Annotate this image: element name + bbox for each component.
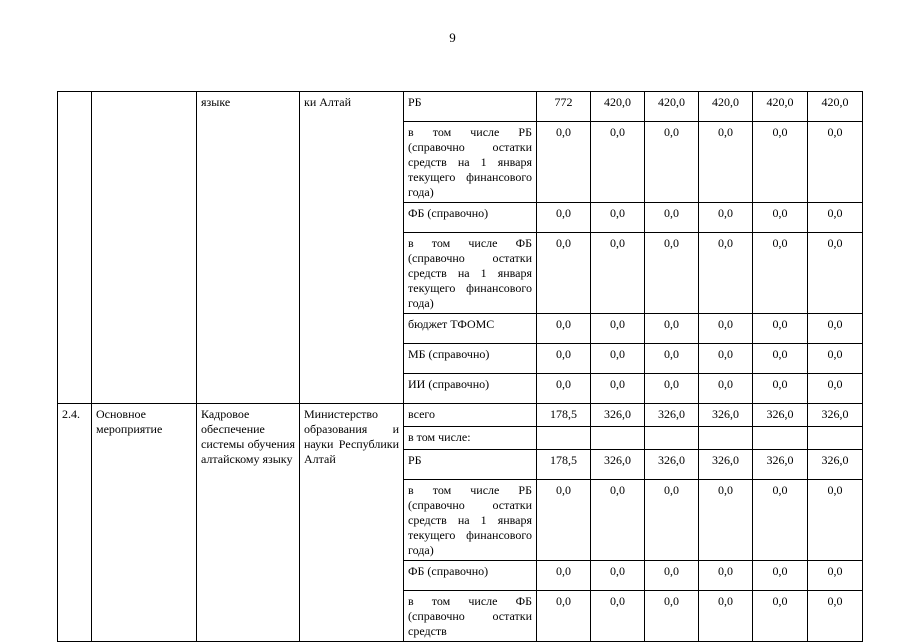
number-cell — [58, 92, 92, 404]
value-cell: 178,5 — [537, 404, 591, 427]
executor-cell: Министерство образования и науки Республики Алтай — [300, 404, 404, 642]
value-cell: 0,0 — [699, 591, 753, 642]
value-cell: 0,0 — [645, 122, 699, 203]
funding-source-cell: в том числе РБ (справочно остатки средств на 1 января текущего финансового года) — [404, 122, 537, 203]
value-cell: 0,0 — [591, 374, 645, 404]
value-cell: 326,0 — [699, 450, 753, 480]
value-cell: 0,0 — [753, 344, 808, 374]
value-cell: 0,0 — [645, 374, 699, 404]
table-row — [58, 404, 863, 427]
value-cell: 0,0 — [699, 561, 753, 591]
value-cell: 0,0 — [537, 344, 591, 374]
value-cell: 0,0 — [537, 203, 591, 233]
value-cell: 0,0 — [645, 591, 699, 642]
type-cell — [92, 92, 197, 404]
funding-source-cell: ИИ (справочно) — [404, 374, 537, 404]
value-cell — [808, 427, 863, 450]
funding-source-cell: РБ — [404, 450, 537, 480]
value-cell — [591, 427, 645, 450]
funding-source-cell: бюджет ТФОМС — [404, 314, 537, 344]
value-cell: 0,0 — [645, 480, 699, 561]
value-cell: 0,0 — [537, 561, 591, 591]
value-cell: 0,0 — [699, 122, 753, 203]
value-cell: 0,0 — [537, 374, 591, 404]
value-cell — [537, 427, 591, 450]
value-cell: 0,0 — [537, 233, 591, 314]
funding-source-cell: в том числе ФБ (справочно остатки средств на 1 января текущего финансового года) — [404, 233, 537, 314]
value-cell: 0,0 — [699, 233, 753, 314]
value-cell: 326,0 — [808, 450, 863, 480]
value-cell: 0,0 — [753, 203, 808, 233]
value-cell: 0,0 — [808, 233, 863, 314]
value-cell: 326,0 — [645, 404, 699, 427]
budget-table — [57, 91, 863, 642]
funding-source-cell: ФБ (справочно) — [404, 561, 537, 591]
value-cell: 0,0 — [753, 561, 808, 591]
value-cell: 0,0 — [591, 561, 645, 591]
value-cell: 0,0 — [537, 314, 591, 344]
value-cell: 0,0 — [591, 344, 645, 374]
value-cell: 0,0 — [699, 203, 753, 233]
number-cell: 2.4. — [58, 404, 92, 642]
value-cell: 326,0 — [591, 404, 645, 427]
value-cell: 420,0 — [753, 92, 808, 122]
value-cell: 0,0 — [753, 591, 808, 642]
value-cell: 0,0 — [808, 591, 863, 642]
value-cell: 0,0 — [645, 233, 699, 314]
value-cell: 0,0 — [808, 374, 863, 404]
value-cell: 420,0 — [591, 92, 645, 122]
value-cell: 0,0 — [808, 344, 863, 374]
table-row — [58, 92, 863, 122]
value-cell: 0,0 — [753, 314, 808, 344]
funding-source-cell: ФБ (справочно) — [404, 203, 537, 233]
value-cell: 0,0 — [699, 314, 753, 344]
value-cell: 0,0 — [699, 480, 753, 561]
value-cell: 0,0 — [753, 480, 808, 561]
value-cell: 0,0 — [699, 374, 753, 404]
value-cell: 0,0 — [808, 122, 863, 203]
value-cell: 0,0 — [645, 561, 699, 591]
value-cell: 0,0 — [699, 344, 753, 374]
value-cell: 0,0 — [808, 480, 863, 561]
value-cell — [645, 427, 699, 450]
funding-source-cell: МБ (справочно) — [404, 344, 537, 374]
value-cell: 0,0 — [808, 561, 863, 591]
budget-table-body — [58, 92, 863, 642]
value-cell: 326,0 — [699, 404, 753, 427]
value-cell: 0,0 — [591, 591, 645, 642]
value-cell: 0,0 — [808, 203, 863, 233]
value-cell: 420,0 — [699, 92, 753, 122]
value-cell: 326,0 — [591, 450, 645, 480]
value-cell: 0,0 — [645, 344, 699, 374]
value-cell: 326,0 — [753, 404, 808, 427]
page-number: 9 — [449, 30, 456, 45]
value-cell: 0,0 — [537, 122, 591, 203]
executor-cell: ки Алтай — [300, 92, 404, 404]
value-cell: 0,0 — [537, 480, 591, 561]
value-cell: 326,0 — [808, 404, 863, 427]
value-cell: 420,0 — [808, 92, 863, 122]
measure-name-cell: Кадровое обеспечение системы обучения алтайскому языку — [197, 404, 300, 642]
value-cell: 0,0 — [591, 233, 645, 314]
value-cell — [753, 427, 808, 450]
type-cell: Основное мероприятие — [92, 404, 197, 642]
value-cell: 0,0 — [591, 203, 645, 233]
funding-source-cell: всего — [404, 404, 537, 427]
funding-source-cell: в том числе: — [404, 427, 537, 450]
value-cell: 0,0 — [645, 203, 699, 233]
funding-source-cell: РБ — [404, 92, 537, 122]
value-cell: 0,0 — [753, 233, 808, 314]
value-cell: 420,0 — [645, 92, 699, 122]
value-cell: 0,0 — [591, 480, 645, 561]
value-cell: 0,0 — [808, 314, 863, 344]
funding-source-cell: в том числе РБ (справочно остатки средств на 1 января текущего финансового года) — [404, 480, 537, 561]
value-cell: 326,0 — [753, 450, 808, 480]
value-cell: 0,0 — [591, 122, 645, 203]
value-cell: 0,0 — [645, 314, 699, 344]
value-cell: 772 — [537, 92, 591, 122]
value-cell: 0,0 — [537, 591, 591, 642]
value-cell: 0,0 — [753, 374, 808, 404]
value-cell: 0,0 — [753, 122, 808, 203]
value-cell: 0,0 — [591, 314, 645, 344]
value-cell: 326,0 — [645, 450, 699, 480]
value-cell: 178,5 — [537, 450, 591, 480]
funding-source-cell: в том числе ФБ (справочно остатки средств — [404, 591, 537, 642]
measure-name-cell: языке — [197, 92, 300, 404]
value-cell — [699, 427, 753, 450]
